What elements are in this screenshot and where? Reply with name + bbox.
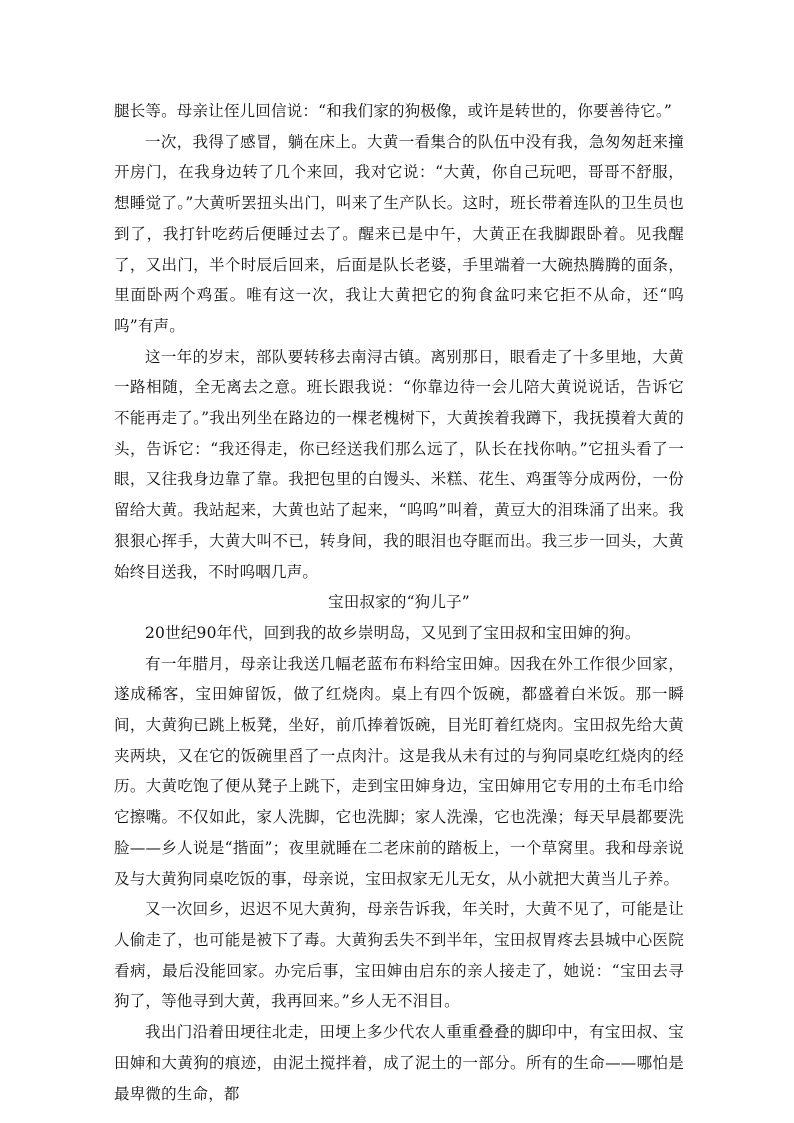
- paragraph-2: 一次，我得了感冒，躺在床上。大黄一看集合的队伍中没有我，急匆匆赶来撞开房门，在我身边转了几个来回，我对它说：“大黄，你自己玩吧，哥哥不舒服，想睡觉了。”大黄听罢扭头出门，叫来了生产队长。这时，班长带着连队的卫生员也到了，我打针吃药后便睡过去了。醒来已是中午，大黄正在我脚跟卧着。见我醒了，又出门，半个时辰后回来，后面是队长老婆，手里端着一大碗热腾腾的面条，里面卧两个鸡蛋。唯有这一次，我让大黄把它的狗食盆叼来它拒不从命，还“呜呜”有声。: [114, 132, 684, 335]
- paragraph-5: 有一年腊月，母亲让我送几幅老蓝布布料给宝田婶。因我在外工作很少回家，遂成稀客，宝田婶留饭，做了红烧肉。桌上有四个饭碗，都盛着白米饭。那一瞬间，大黄狗已跳上板凳，坐好，前爪捧着饭碗，目光盯着红烧肉。宝田叔先给大黄夹两块，又在它的饭碗里舀了一点肉汁。这是我从未有过的与狗同桌吃红烧肉的经历。大黄吃饱了便从凳子上跳下，走到宝田婶身边，宝田婶用它专用的土布毛巾给它擦嘴。不仅如此，家人洗脚，它也洗脚；家人洗澡，它也洗澡；每天早晨都要洗脸——乡人说是“揩面”；夜里就睡在二老床前的踏板上，一个草窝里。我和母亲说及与大黄狗同桌吃饭的事，母亲说，宝田叔家无儿无女，从小就把大黄当儿子养。: [114, 654, 684, 888]
- paragraph-4: 20世纪90年代，回到我的故乡崇明岛，又见到了宝田叔和宝田婶的狗。: [145, 623, 641, 642]
- section-title: 宝田叔家的“狗儿子”: [328, 593, 470, 612]
- article-page: [114, 96, 684, 1109]
- paragraph-7: 我出门沿着田埂往北走，田埂上多少代农人重重叠叠的脚印中，有宝田叔、宝田婶和大黄狗的痕迹，由泥土搅拌着，成了泥土的一部分。所有的生命——哪怕是最卑微的生命，都: [114, 1023, 684, 1103]
- paragraph-6: 又一次回乡，迟迟不见大黄狗，母亲告诉我，年关时，大黄不见了，可能是让人偷走了，也可能是被下了毒。大黄狗丢失不到半年，宝田叔胃疼去县城中心医院看病，最后没能回家。办完后事，宝田婶由启东的亲人接走了，她说：“宝田去寻狗了，等他寻到大黄，我再回来。”乡人无不泪目。: [114, 900, 684, 1011]
- paragraph-1: 腿长等。母亲让侄儿回信说：“和我们家的狗极像，或许是转世的，你要善待它。”: [114, 102, 673, 120]
- paragraph-3: 这一年的岁末，部队要转移去南浔古镇。离别那日，眼看走了十多里地，大黄一路相随，全无离去之意。班长跟我说：“你靠边待一会儿陪大黄说说话，告诉它不能再走了。”我出列坐在路边的一棵老槐树下，大黄挨着我蹲下，我抚摸着大黄的头，告诉它：“我还得走，你已经送我们那么远了，队长在找你呐。”它扭头看了一眼，又往我身边靠了靠。我把包里的白馒头、米糕、花生、鸡蛋等分成两份，一份留给大黄。我站起来，大黄也站了起来，“呜呜”叫着，黄豆大的泪珠涌了出来。我狠狠心挥手，大黄大叫不已，转身间，我的眼泪也夺眶而出。我三步一回头，大黄始终目送我，不时呜咽几声。: [114, 347, 684, 581]
